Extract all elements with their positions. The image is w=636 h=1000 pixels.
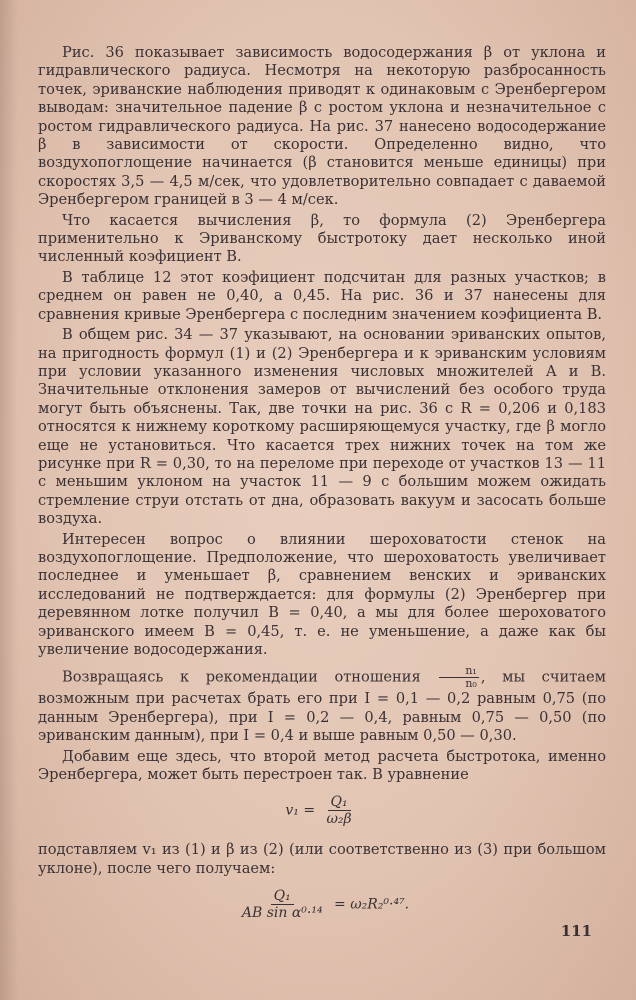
ratio-denominator: n₀ (465, 677, 477, 691)
recommendation-text-before: Возвращаясь к рекомендации отношения (62, 668, 421, 686)
paragraph-substitution: подставляем v₁ из (1) и β из (2) (или соответственно из (3) при большом уклоне), после чего получаем: (38, 841, 606, 877)
formula-velocity-numerator: Q₁ (328, 794, 351, 811)
paragraph-1: Рис. 36 показывает зависимость водосодержания β от уклона и гидравлического радиуса. Несмотря на некоторую разбросанность точек, эриванские наблюдения приводят к одинаковым с Эренбергером выводам: значительное падение β с ростом уклона и незначительное с ростом гидравлического радиуса. На рис. 37 нанесено водосодержание β в зависимости от скорости. Определенно видно, что воздухопоглощение начинается (β становится меньше единицы) при скоростях 3,5 — 4,5 м/сек, что удовлетворительно совпадает с даваемой Эренбергером границей в 3 — 4 м/сек. (38, 44, 606, 209)
paragraph-addendum: Добавим еще здесь, что второй метод расчета быстротока, именно Эренбергера, может быть перестроен так. В уравнение (38, 747, 606, 784)
formula-result-rhs: = ω₂R₂⁰·⁴⁷. (334, 896, 410, 913)
page-edge-shadow (0, 0, 18, 1000)
formula-result-fraction (239, 888, 326, 921)
ratio-numerator: n₁ (439, 665, 479, 678)
paragraph-5: Интересен вопрос о влиянии шероховатости стенок на воздухопоглощение. Предположение, что шероховатость увеличивает последнее и уменьшает β, сравнением венских и эриванских исследований не подтверждается: для формулы (2) Эренбергер при деревянном лотке получил B = 0,40, а мы для более шероховатого эриванского имеем B = 0,45, т. е. не уменьшение, а даже как бы увеличение водосодержания. (38, 530, 606, 658)
paragraph-recommendation (38, 665, 606, 745)
formula-velocity (38, 794, 606, 827)
paragraph-3: В таблице 12 этот коэфициент подсчитан для разных участков; в среднем он равен не 0,40, а 0,45. На рис. 36 и 37 нанесены для сравнения кривые Эренбергера с последним значением коэфициента B. (38, 268, 606, 323)
paragraph-4: В общем рис. 34 — 37 указывают, на основании эриванских опытов, на пригодность формул (1) и (2) Эренбергера и к эриванским условиям при условии указанного изменения числовых множителей A и B. Значительные отклонения замеров от вычислений без особого труда могут быть объяснены. Так, две точки на рис. 36 с R = 0,206 и 0,183 относятся к нижнему короткому расширяющемуся участку, где β могло еще не установиться. Что касается трех нижних точек на том же рисунке при R = 0,30, то на переломе при переходе от участков 13 — 11 с меньшим уклоном на участок 11 — 9 с большим можем ожидать стремление струи отстать от дна, образовать вакуум и засосать больше воздуха. (38, 326, 606, 528)
formula-velocity-lhs: v₁ = (285, 802, 316, 819)
formula-velocity-denominator: ω₂β (326, 811, 352, 828)
formula-result-denominator: AB sin α⁰·¹⁴ (241, 905, 323, 922)
recommendation-text-after: , мы считаем возможным при расчетах брать его при I = 0,1 — 0,2 равным 0,75 (по данным Эренбергера), при I = 0,2 — 0,4, равным 0,75 — 0,50 (по эриванским данным), при I = 0,4 и выше равным 0,50 — 0,30. (38, 668, 606, 745)
ratio-fraction (439, 665, 479, 690)
formula-velocity-fraction (324, 794, 355, 827)
formula-result (38, 888, 606, 921)
page-number: 111 (560, 922, 592, 940)
formula-result-numerator: Q₁ (271, 888, 294, 905)
paragraph-2: Что касается вычисления β, то формула (2) Эренбергера применительно к Эриванскому быстротоку дает несколько иной численный коэфициент B. (38, 211, 606, 266)
